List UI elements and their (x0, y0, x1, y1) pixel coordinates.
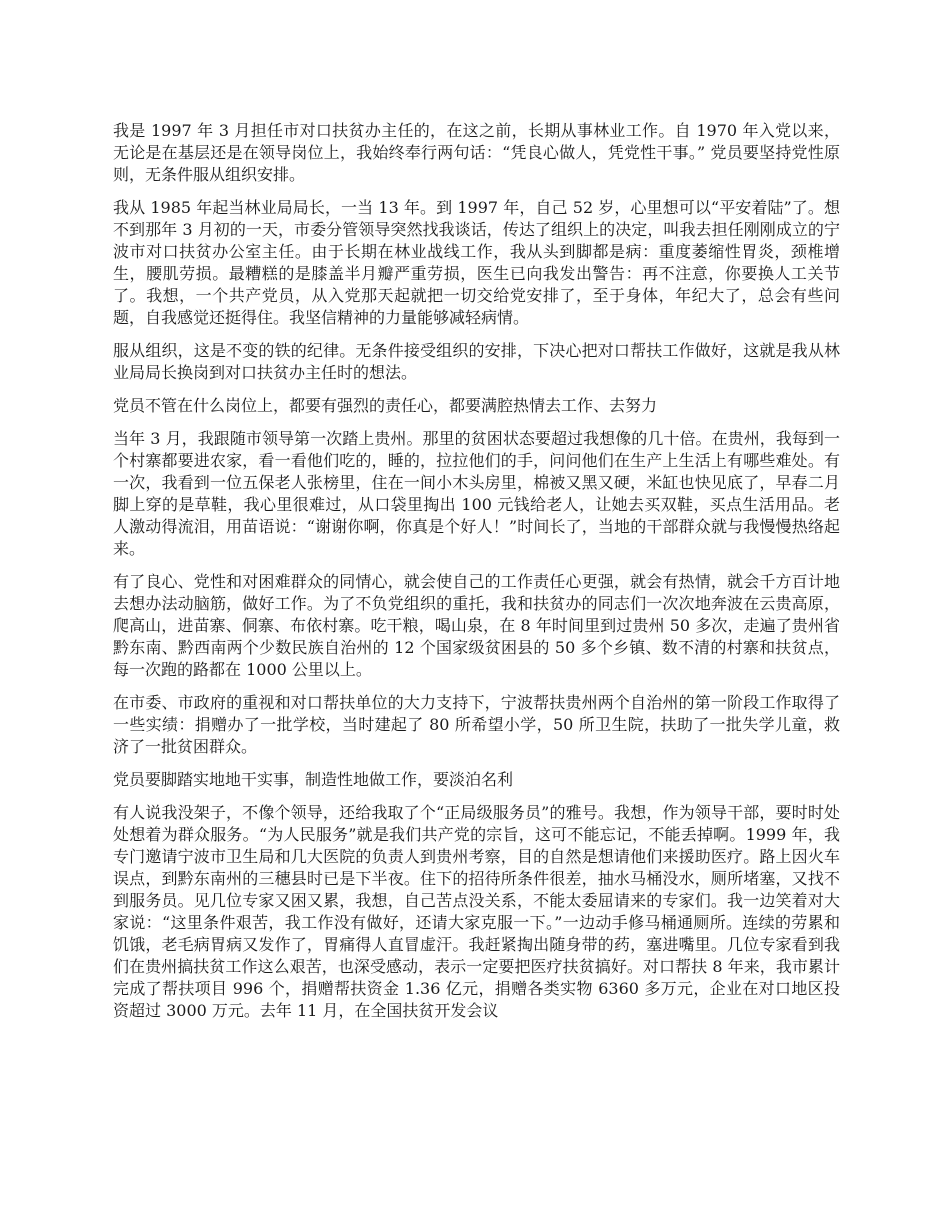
section-heading-1: 党员不管在什么岗位上，都要有强烈的责任心，都要满腔热情去工作、去努力 (113, 396, 658, 415)
paragraph-2: 我从 1985 年起当林业局局长，一当 13 年。到 1997 年，自己 52 岁，心里想可以“平安着陆”了。想不到那年 3 月初的一天，市委分管领导突然找我谈话，传达了组织上的决定，叫我去担任刚刚成立的宁波市对口扶贫办公室主任。由于长期在林业战线工作，我从头到脚都是病：重度萎缩性胃炎，颈椎增生，腰肌劳损。最糟糕的是膝盖半月瓣严重劳损，医生已向我发出警告：再不注意，你要换人工关节了。我想，一个共产党员，从入党那天起就把一切交给党安排了，至于身体，年纪大了，总会有些问题，自我感觉还挺得住。我坚信精神的力量能够减轻病情。 (113, 198, 840, 327)
paragraph-5: 有了良心、党性和对困难群众的同情心，就会使自己的工作责任心更强，就会有热情，就会千方百计地去想办法动脑筋，做好工作。为了不负党组织的重托，我和扶贫办的同志们一次次地奔波在云贵高原，爬高山，进苗寨、侗寨、布依村寨。吃干粮，喝山泉，在 8 年时间里到过贵州 50 多次，走遍了贵州省黔东南、黔西南两个少数民族自治州的 12 个国家级贫困县的 50 多个乡镇、数不清的村寨和扶贫点，每一次跑的路都在 1000 公里以上。 (113, 572, 840, 679)
paragraph-3: 服从组织，这是不变的铁的纪律。无条件接受组织的安排，下决心把对口帮扶工作做好，这就是我从林业局局长换岗到对口扶贫办主任时的想法。 (113, 341, 840, 382)
paragraph-1: 我是 1997 年 3 月担任市对口扶贫办主任的，在这之前，长期从事林业工作。自 1970 年入党以来，无论是在基层还是在领导岗位上，我始终奉行两句话：“凭良心做人，凭党性干事。” 党员要坚持党性原则，无条件服从组织安排。 (113, 121, 840, 184)
paragraph-4: 当年 3 月，我跟随市领导第一次踏上贵州。那里的贫困状态要超过我想像的几十倍。在贵州，我每到一个村寨都要进农家，看一看他们吃的，睡的，拉拉他们的手，问问他们在生产上生活上有哪些难处。有一次，我看到一位五保老人张榜里，住在一间小木头房里，棉被又黑又硬，米缸也快见底了，早春二月脚上穿的是草鞋，我心里很难过，从口袋里掏出 100 元钱给老人，让她去买双鞋，买点生活用品。老人激动得流泪，用苗语说：“谢谢你啊，你真是个好人！”时间长了，当地的干部群众就与我慢慢热络起来。 (113, 429, 840, 558)
document-body (113, 120, 840, 1033)
paragraph-6: 在市委、市政府的重视和对口帮扶单位的大力支持下，宁波帮扶贵州两个自治州的第一阶段工作取得了一些实绩：捐赠办了一批学校，当时建起了 80 所希望小学，50 所卫生院，扶助了一批失学儿童，救济了一批贫困群众。 (113, 693, 840, 756)
section-heading-2: 党员要脚踏实地地干实事，制造性地做工作，要淡泊名利 (113, 770, 514, 789)
paragraph-7: 有人说我没架子，不像个领导，还给我取了个“正局级服务员”的雅号。我想，作为领导干部，要时时处处想着为群众服务。“为人民服务”就是我们共产党的宗旨，这可不能忘记，不能丢掉啊。1999 年，我专门邀请宁波市卫生局和几大医院的负责人到贵州考察，目的自然是想请他们来援助医疗。路上因火车误点，到黔东南州的三穗县时已是下半夜。住下的招待所条件很差，抽水马桶没水，厕所堵塞，又找不到服务员。见几位专家又困又累，我想，自己苦点没关系，不能太委屈请来的专家们。我一边笑着对大家说：“这里条件艰苦，我工作没有做好，还请大家克服一下。”一边动手修马桶通厕所。连续的劳累和饥饿，老毛病胃病又发作了，胃痛得人直冒虚汗。我赶紧掏出随身带的药，塞进嘴里。几位专家看到我们在贵州搞扶贫工作这么艰苦，也深受感动，表示一定要把医疗扶贫搞好。对口帮扶 8 年来，我市累计完成了帮扶项目 996 个，捐赠帮扶资金 1.36 亿元，捐赠各类实物 6360 多万元，企业在对口地区投资超过 3000 万元。去年 11 月，在全国扶贫开发会议 (113, 803, 840, 1020)
